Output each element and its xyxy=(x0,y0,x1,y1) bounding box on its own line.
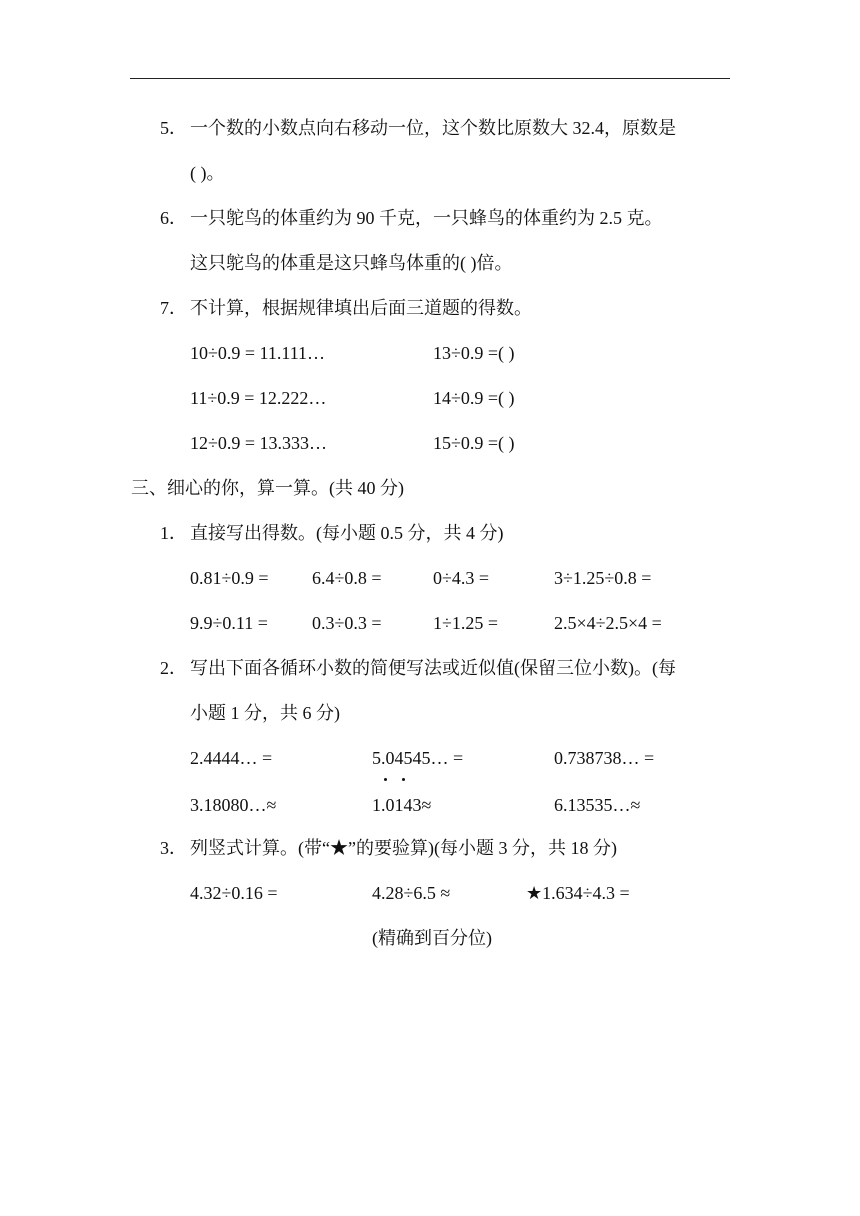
q7-example: 10÷0.9 = 11.111… xyxy=(190,343,326,363)
p1-problem: 1÷1.25 = xyxy=(433,613,499,633)
p2-problem: 1.0143≈ xyxy=(372,795,432,815)
p2-instruction-line1: 写出下面各循环小数的简便写法或近似值(保留三位小数)。(每 xyxy=(190,658,676,678)
p1-problem: 3÷1.25÷0.8 = xyxy=(554,568,652,588)
repeating-decimal-dots xyxy=(381,778,411,790)
q5-text-line1: 一个数的小数点向右移动一位，这个数比原数大 32.4，原数是 xyxy=(190,118,676,138)
p2-problem: 0.738738… = xyxy=(554,748,655,768)
q7-example: 11÷0.9 = 12.222… xyxy=(190,388,327,408)
section3-heading: 三、细心的你，算一算。(共 40 分) xyxy=(131,478,404,498)
p2-instruction-line2: 小题 1 分，共 6 分) xyxy=(190,703,340,723)
q6-number: 6． xyxy=(160,208,187,228)
p3-problem: 4.32÷0.16 = xyxy=(190,883,278,903)
p2-problem: 5.04545… = xyxy=(372,748,464,768)
p3-problem-starred: ★1.634÷4.3 = xyxy=(526,883,630,903)
p2-problem: 3.18080…≈ xyxy=(190,795,277,815)
q6-text-line1: 一只鸵鸟的体重约为 90 千克，一只蜂鸟的体重约为 2.5 克。 xyxy=(190,208,663,228)
q6-text-line2: 这只鸵鸟的体重是这只蜂鸟体重的( )倍。 xyxy=(190,253,513,273)
q7-example: 12÷0.9 = 13.333… xyxy=(190,433,328,453)
p1-problem: 6.4÷0.8 = xyxy=(312,568,382,588)
q5-number: 5． xyxy=(160,118,187,138)
p2-number: 2． xyxy=(160,658,187,678)
p3-problem: 4.28÷6.5 ≈ xyxy=(372,883,451,903)
p3-precision-note: (精确到百分位) xyxy=(372,928,492,948)
header-rule xyxy=(130,78,730,79)
p1-problem: 0.3÷0.3 = xyxy=(312,613,382,633)
p1-problem: 2.5×4÷2.5×4 = xyxy=(554,613,662,633)
p2-problem: 2.4444… = xyxy=(190,748,273,768)
q7-blank: 14÷0.9 =( ) xyxy=(433,388,515,408)
p1-problem: 0.81÷0.9 = xyxy=(190,568,269,588)
q7-blank: 13÷0.9 =( ) xyxy=(433,343,515,363)
p1-problem: 9.9÷0.11 = xyxy=(190,613,268,633)
q7-blank: 15÷0.9 =( ) xyxy=(433,433,515,453)
p1-problem: 0÷4.3 = xyxy=(433,568,490,588)
p1-instruction: 直接写出得数。(每小题 0.5 分，共 4 分) xyxy=(190,523,504,543)
p2-problem: 6.13535…≈ xyxy=(554,795,641,815)
p1-number: 1． xyxy=(160,523,187,543)
q7-number: 7． xyxy=(160,298,187,318)
q7-text: 不计算，根据规律填出后面三道题的得数。 xyxy=(190,298,532,318)
p3-instruction: 列竖式计算。(带“★”的要验算)(每小题 3 分，共 18 分) xyxy=(190,838,617,858)
p3-number: 3． xyxy=(160,838,187,858)
q5-text-line2: ( )。 xyxy=(190,163,225,183)
